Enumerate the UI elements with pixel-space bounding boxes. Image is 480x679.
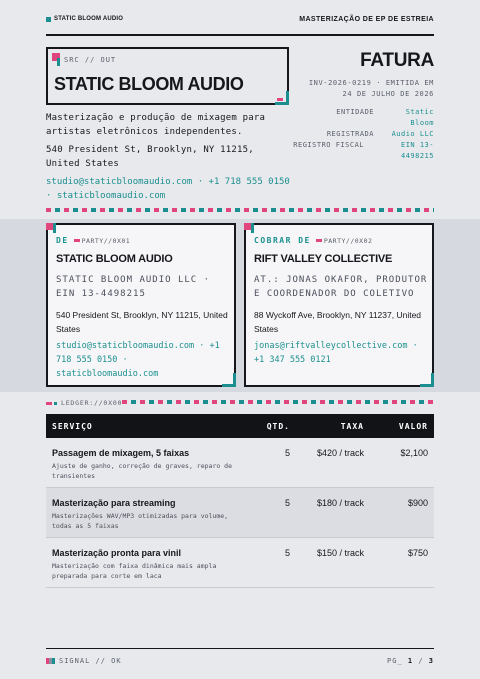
table-row <box>46 438 434 488</box>
from-legal: STATIC BLOOM AUDIO LLC · EIN 13-4498215 <box>56 275 211 299</box>
bill-to-header <box>254 236 372 245</box>
page-current: 1 <box>407 657 414 665</box>
divider-dashes <box>46 208 434 212</box>
header-service: SERVIÇO <box>52 421 93 431</box>
row-rate: $180 / track <box>316 498 364 508</box>
row-description: Masterizações WAV/MP3 otimizadas para volume, todas as 5 faixas <box>52 512 229 530</box>
sender-description: Masterização e produção de mixagem para artistas eletrônicos independentes. <box>46 113 266 137</box>
header-value: VALOR <box>398 421 428 431</box>
top-bar <box>46 16 434 36</box>
invoice-number-line: INV-2026-0219 · EMITIDA EM <box>308 79 434 87</box>
footer <box>46 648 434 665</box>
signal-flag-icon <box>46 658 55 664</box>
sender-address: 540 President St, Brooklyn, NY 11215, United States <box>46 145 254 169</box>
from-address: 540 President St, Brooklyn, NY 11215, United States <box>56 310 228 334</box>
table-header <box>46 414 434 438</box>
corner-bracket-icon <box>420 373 434 387</box>
from-code: PARTY//0X01 <box>81 236 131 245</box>
page-separator: / <box>418 657 424 665</box>
row-rate: $420 / track <box>316 448 364 458</box>
table-row <box>46 538 434 588</box>
document-title: MASTERIZAÇÃO DE EP DE ESTREIA <box>299 16 434 23</box>
ledger-table <box>46 414 434 588</box>
card-mark-accent-icon <box>53 223 56 233</box>
sender-tag: SRC // OUT <box>64 56 117 64</box>
tax-label: REGISTRO FISCAL <box>293 141 364 149</box>
page-prefix: PG_ <box>387 657 403 665</box>
bill-to-contact-link[interactable]: jonas@riftvalleycollective.com · +1 347 555 0121 <box>254 341 418 365</box>
footer-signal: SIGNAL // OK <box>59 657 122 665</box>
row-qty: 5 <box>284 498 290 508</box>
from-card <box>46 223 236 387</box>
sender-contact-link[interactable]: studio@staticbloomaudio.com · +1 718 555 0150 · staticbloomaudio.com <box>46 177 290 201</box>
from-name: STATIC BLOOM AUDIO <box>56 253 173 265</box>
entity-label-2: REGISTRADA <box>326 130 374 138</box>
row-value: $900 <box>407 498 428 508</box>
top-brand-label: STATIC BLOOM AUDIO <box>54 16 124 22</box>
sender-name: STATIC BLOOM AUDIO <box>54 74 244 94</box>
table-row <box>46 488 434 538</box>
card-mark-accent-icon <box>251 223 254 233</box>
bill-to-code: PARTY//0X02 <box>323 236 373 245</box>
invoice-registration <box>244 107 434 162</box>
sender-logo-box <box>46 47 289 105</box>
bill-to-card <box>244 223 434 387</box>
from-header <box>56 236 130 245</box>
page-indicator <box>387 657 434 665</box>
entity-value-1: Static Bloom <box>405 108 434 127</box>
row-description: Ajuste de ganho, correção de graves, reparo de transientes <box>52 462 233 480</box>
row-title: Masterização pronta para vinil <box>52 548 182 558</box>
corner-accent-icon <box>277 98 283 101</box>
tick-accent-icon <box>54 402 57 405</box>
card-mark-icon <box>46 223 53 230</box>
row-qty: 5 <box>284 548 290 558</box>
tax-value: EIN 13-4498215 <box>400 141 434 160</box>
tick-icon <box>46 402 52 405</box>
brand-square-icon <box>46 17 51 22</box>
tick-icon <box>316 239 322 242</box>
header-rate: TAXA <box>340 421 364 431</box>
invoice-date-line: 24 DE JULHO DE 2026 <box>342 90 434 98</box>
invoice-title: FATURA <box>360 50 434 71</box>
row-value: $2,100 <box>400 448 428 458</box>
row-description: Masterização com faixa dinâmica mais ampla preparada para corte em laca <box>52 562 217 580</box>
row-title: Passagem de mixagem, 5 faixas <box>52 448 190 458</box>
row-rate: $150 / track <box>316 548 364 558</box>
card-mark-icon <box>244 223 251 230</box>
invoice-meta <box>284 78 434 100</box>
ledger-header <box>46 399 122 407</box>
bill-to-name: RIFT VALLEY COLLECTIVE <box>254 253 393 265</box>
entity-label-1: ENTIDADE <box>336 108 374 116</box>
page-total: 3 <box>428 657 434 665</box>
header-qty: QTD. <box>266 421 290 431</box>
bill-to-legal: AT.: JONAS OKAFOR, PRODUTOR E COORDENADOR DO COLETIVO <box>254 275 428 299</box>
entity-value-2: Audio LLC <box>391 130 434 138</box>
from-contact-link[interactable]: studio@staticbloomaudio.com · +1 718 555 0150 · staticbloomaudio.com <box>56 341 220 379</box>
row-qty: 5 <box>284 448 290 458</box>
ledger-tag: LEDGER://0X00 <box>61 399 123 407</box>
corner-bracket-icon <box>222 373 236 387</box>
tick-icon <box>74 239 80 242</box>
ledger-divider-dashes <box>122 400 434 404</box>
row-value: $750 <box>407 548 428 558</box>
from-label: DE <box>56 236 69 245</box>
top-brand <box>46 16 123 22</box>
row-title: Masterização para streaming <box>52 498 176 508</box>
bill-to-label: COBRAR DE <box>254 236 311 245</box>
bill-to-address: 88 Wyckoff Ave, Brooklyn, NY 11237, United States <box>254 310 422 334</box>
logo-mark-accent-icon <box>57 58 60 66</box>
